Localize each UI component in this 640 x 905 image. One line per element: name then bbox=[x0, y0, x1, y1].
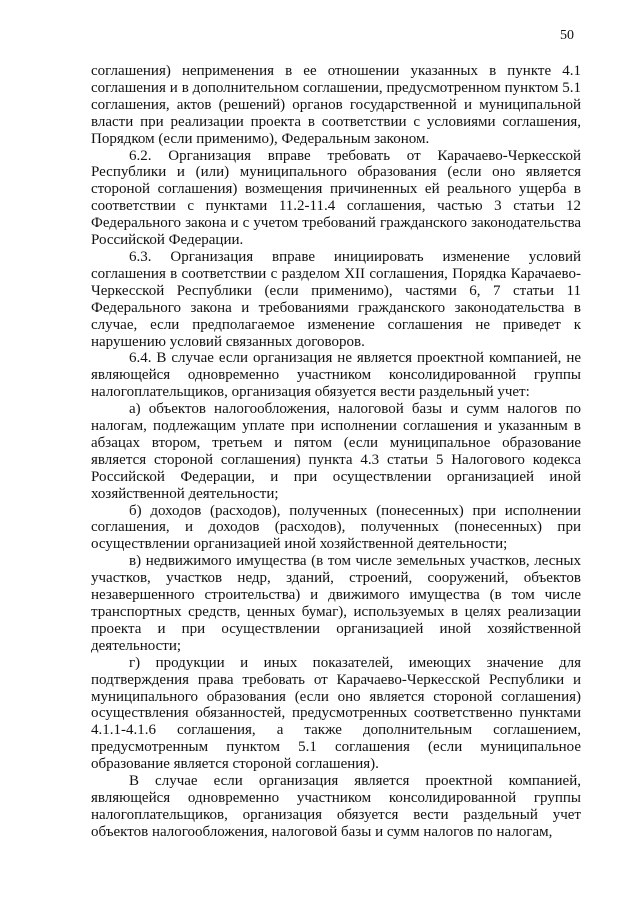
paragraph-6-2: 6.2. Организация вправе требовать от Карачаево-Черкесской Республики и (или) муниципального образования (если оно является стороной соглашения) возмещения причиненных ей реального ущерба в соответствии с пунктами 11.2-11.4 соглашения, частью 3 статьи 12 Федерального закона и с учетом требований гражданского законодательства Российской Федерации. bbox=[91, 147, 581, 249]
paragraph-6-3: 6.3. Организация вправе инициировать изменение условий соглашения в соответствии с разделом XII соглашения, Порядка Карачаево-Черкесской Республики (если применимо), частями 6, 7 статьи 11 Федерального закона и требованиями гражданского законодательства в случае, если предполагаемое изменение соглашения не приведет к нарушению условий связанных договоров. bbox=[91, 248, 581, 350]
document-body bbox=[91, 63, 581, 841]
subparagraph-b: б) доходов (расходов), полученных (понесенных) при исполнении соглашения, и доходов (расходов), полученных (понесенных) при осуществлении организацией иной хозяйственной деятельности; bbox=[91, 502, 581, 553]
subparagraph-v: в) недвижимого имущества (в том числе земельных участков, лесных участков, участков недр, зданий, строений, сооружений, объектов незавершенного строительства) и движимого имущества (в том числе транспортных средств, ценных бумаг), используемых в целях реализации проекта и при осуществлении организацией иной хозяйственной деятельности; bbox=[91, 553, 581, 654]
subparagraph-a: а) объектов налогообложения, налоговой базы и сумм налогов по налогам, подлежащим уплате при исполнении соглашения и указанным в абзацах втором, третьем и пятом (если муниципальное образование является стороной соглашения) пункта 4.3 статьи 5 Налогового кодекса Российской Федерации, и при осуществлении организацией иной хозяйственной деятельности; bbox=[91, 401, 581, 502]
paragraph-consolidated-group: В случае если организация является проектной компанией, являющейся одновременно участником консолидированной группы налогоплательщиков, организация обязуется вести раздельный учет объектов налогообложения, налоговой базы и сумм налогов по налогам, bbox=[91, 773, 581, 840]
subparagraph-g: г) продукции и иных показателей, имеющих значение для подтверждения права требовать от Карачаево-Черкесской Республики и муниципального образования (если оно является стороной соглашения) осуществления обязанностей, предусмотренных соответственно пунктами 4.1.1-4.1.6 соглашения, а также дополнительным соглашением, предусмотренным пунктом 5.1 соглашения (если муниципальное образование является стороной соглашения). bbox=[91, 654, 581, 773]
paragraph-6-4: 6.4. В случае если организация не является проектной компанией, не являющейся одновременно участником консолидированной группы налогоплательщиков, организация обязуется вести раздельный учет: bbox=[91, 350, 581, 401]
page-number: 50 bbox=[560, 28, 574, 43]
paragraph-continuation: соглашения) неприменения в ее отношении указанных в пункте 4.1 соглашения и в дополнительном соглашении, предусмотренном пунктом 5.1 соглашения, актов (решений) органов государственной и муниципальной власти при реализации проекта в соответствии с условиями соглашения, Порядком (если применимо), Федеральным законом. bbox=[91, 63, 581, 147]
